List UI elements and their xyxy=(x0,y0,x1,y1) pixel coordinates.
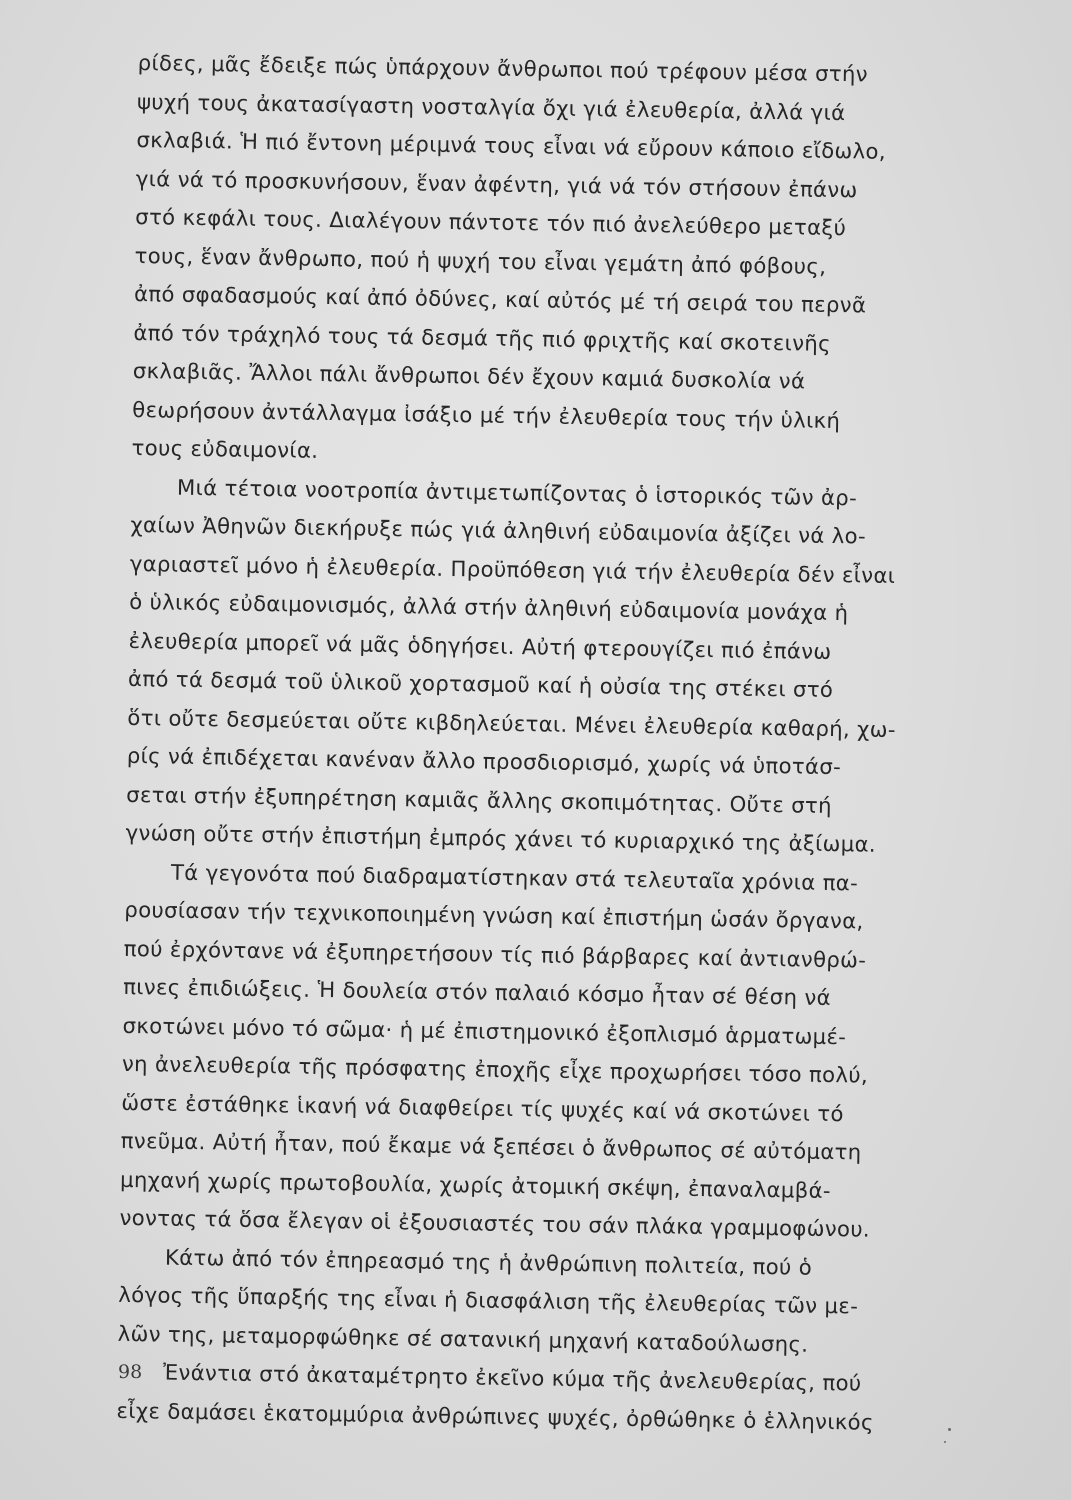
paper-speck xyxy=(948,1428,951,1431)
text-line: νοντας τά ὅσα ἔλεγαν οἱ ἐξουσιαστές του σάν πλάκα γραμμοφώνου. xyxy=(119,1204,871,1242)
text-line: ἀπό τά δεσμά τοῦ ὑλικοῦ χορτασμοῦ καί ἡ οὐσία της στέκει στό xyxy=(127,665,834,702)
text-line: στό κεφάλι τους. Διαλέγουν πάντοτε τόν πιό ἀνελεύθερο μεταξύ xyxy=(135,203,847,241)
body-text xyxy=(116,44,980,1443)
text-line: σκλαβιά. Ἡ πιό ἔντονη μέριμνά τους εἶναι νά εὔρουν κάποιο εἴδωλο, xyxy=(136,126,887,164)
text-line: τους εὐδαιμονία. xyxy=(131,434,319,463)
text-line: ὅτι οὔτε δεσμεύεται οὔτε κιβδηλεύεται. Μένει ἐλευθερία καθαρή, χω- xyxy=(127,704,897,742)
page-number: 98 xyxy=(118,1361,143,1383)
text-line: νη ἀνελευθερία τῆς πρόσφατης ἐποχῆς εἶχε προχωρήσει τόσο πολύ, xyxy=(121,1050,869,1088)
text-line: ρίς νά ἐπιδέχεται κανέναν ἄλλο προσδιορισμό, χωρίς νά ὑποτάσ- xyxy=(126,742,842,780)
text-line: ἀπό σφαδασμούς καί ἀπό ὀδύνες, καί αὐτός μέ τή σειρά του περνᾶ xyxy=(133,280,867,318)
paragraph-start-line: Ἐνάντια στό ἀκαταμέτρητο ἐκεῖνο κύμα τῆς ἀνελευθερίας, πού xyxy=(162,1359,862,1396)
text-line: γαριαστεῖ μόνο ἡ ἐλευθερία. Προϋπόθεση γιά τήν ἐλευθερία δέν εἶναι xyxy=(129,550,896,588)
text-line: ρίδες, μᾶς ἔδειξε πώς ὑπάρχουν ἄνθρωποι πού τρέφουν μέσα στήν xyxy=(137,49,869,87)
text-line: ρουσίασαν τήν τεχνικοποιημένη γνώση καί ἐπιστήμη ὡσάν ὄργανα, xyxy=(124,896,864,934)
text-line: θεωρήσουν ἀντάλλαγμα ἰσάξιο μέ τήν ἐλευθερία τους τήν ὑλική xyxy=(132,396,841,433)
text-line: σκλαβιᾶς. Ἄλλοι πάλι ἄνθρωποι δέν ἔχουν καμιά δυσκολία νά xyxy=(132,357,806,394)
text-line: σεται στήν ἐξυπηρέτηση καμιᾶς ἄλλης σκοπιμότητας. Οὔτε στή xyxy=(126,781,833,818)
text-line: τους, ἕναν ἄνθρωπο, πού ἡ ψυχή του εἶναι γεμάτη ἀπό φόβους, xyxy=(134,242,827,279)
paragraph-start-line: Τά γεγονότα πού διαδραματίστηκαν στά τελευταῖα χρόνια πα- xyxy=(170,859,859,895)
text-line: ψυχή τους ἀκατασίγαστη νοσταλγία ὄχι γιά ἐλευθερία, ἀλλά γιά xyxy=(136,88,846,125)
text-line: ἀπό τόν τράχηλό τους τά δεσμά τῆς πιό φριχτῆς καί σκοτεινῆς xyxy=(133,319,832,356)
text-line: λῶν της, μεταμορφώθηκε σέ σατανική μηχανή καταδούλωσης. xyxy=(117,1320,809,1357)
text-line: σκοτώνει μόνο τό σῶμα· ἡ μέ ἐπιστημονικό ἐξοπλισμό ἁρματωμέ- xyxy=(122,1012,847,1049)
text-line: λόγος τῆς ὕπαρξής της εἶναι ἡ διασφάλιση τῆς ἐλευθερίας τῶν με- xyxy=(118,1281,859,1319)
text-line: γιά νά τό προσκυνήσουν, ἕναν ἀφέντη, γιά νά τόν στήσουν ἐπάνω xyxy=(135,165,858,202)
paragraph-start-line: Κάτω ἀπό τόν ἐπηρεασμό της ἡ ἀνθρώπινη πολιτεία, πού ὁ xyxy=(164,1244,813,1280)
text-line: εἶχε δαμάσει ἑκατομμύρια ἀνθρώπινες ψυχές, ὀρθώθηκε ὁ ἑλληνικός xyxy=(116,1397,874,1435)
text-line: μηχανή χωρίς πρωτοβουλία, χωρίς ἀτομική σκέψη, ἐπαναλαμβά- xyxy=(119,1166,832,1203)
text-line: χαίων Ἀθηνῶν διεκήρυξε πώς γιά ἀληθινή εὐδαιμονία ἀξίζει νά λο- xyxy=(130,511,867,549)
paragraph-start-line: Μιά τέτοια νοοτροπία ἀντιμετωπίζοντας ὁ ἱστορικός τῶν ἀρ- xyxy=(176,474,858,510)
text-line: πνεῦμα. Αὐτή ἦταν, πού ἔκαμε νά ξεπέσει ὁ ἄνθρωπος σέ αὐτόματη xyxy=(120,1127,862,1165)
paper-speck xyxy=(944,1441,946,1443)
text-line: ὁ ὑλικός εὐδαιμονισμός, ἀλλά στήν ἀληθινή εὐδαιμονία μονάχα ἡ xyxy=(129,588,849,626)
text-line: ἐλευθερία μπορεῖ νά μᾶς ὁδηγήσει. Αὐτή φτερουγίζει πιό ἐπάνω xyxy=(128,627,832,664)
text-line: πινες ἐπιδιώξεις. Ἡ δουλεία στόν παλαιό κόσμο ἦταν σέ θέση νά xyxy=(122,973,832,1011)
text-line: ὥστε ἐστάθηκε ἱκανή νά διαφθείρει τίς ψυχές καί νά σκοτώνει τό xyxy=(121,1089,844,1126)
text-line: γνώση οὔτε στήν ἐπιστήμη ἐμπρός χάνει τό κυριαρχικό της ἀξίωμα. xyxy=(125,819,877,857)
text-line: πού ἐρχόντανε νά ἐξυπηρετήσουν τίς πιό βάρβαρες καί ἀντιανθρώ- xyxy=(123,935,867,973)
